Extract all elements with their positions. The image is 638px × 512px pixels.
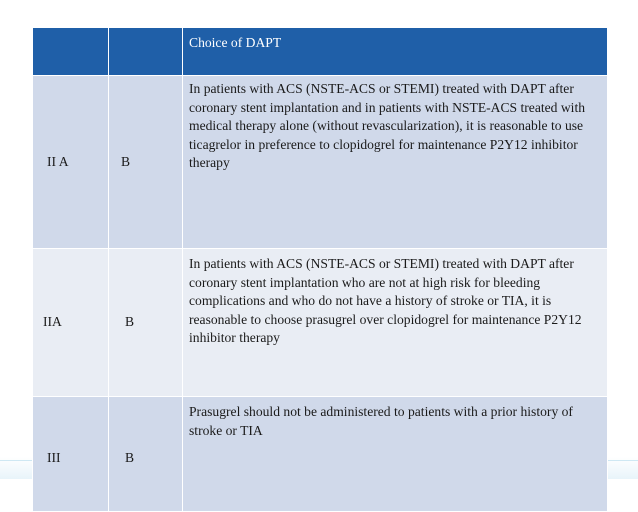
header-title: Choice of DAPT: [183, 28, 608, 76]
recommendations-table: [32, 27, 608, 512]
level-of-evidence: B: [109, 249, 183, 397]
table-header-row: [33, 28, 608, 76]
recommendation-text: In patients with ACS (NSTE-ACS or STEMI) treated with DAPT after coronary stent implantation who are not at high risk for bleeding complications and who do not have a history of stroke or TIA, it is reasonable to choose prasugrel over clopidogrel for maintenance P2Y12 inhibitor therapy: [183, 249, 608, 397]
table-row: [33, 76, 608, 249]
table-row: [33, 249, 608, 397]
level-of-evidence: B: [109, 397, 183, 512]
header-class-cell: [33, 28, 109, 76]
recommendation-text: Prasugrel should not be administered to patients with a prior history of stroke or TIA: [183, 397, 608, 512]
class-of-recommendation: IIA: [33, 249, 109, 397]
header-level-cell: [109, 28, 183, 76]
class-of-recommendation: II A: [33, 76, 109, 249]
table-row: [33, 397, 608, 512]
recommendation-text: In patients with ACS (NSTE-ACS or STEMI) treated with DAPT after coronary stent implantation and in patients with NSTE-ACS treated with medical therapy alone (without revascularization), it is reasonable to use ticagrelor in preference to clopidogrel for maintenance P2Y12 inhibitor therapy: [183, 76, 608, 249]
level-of-evidence: B: [109, 76, 183, 249]
class-of-recommendation: III: [33, 397, 109, 512]
